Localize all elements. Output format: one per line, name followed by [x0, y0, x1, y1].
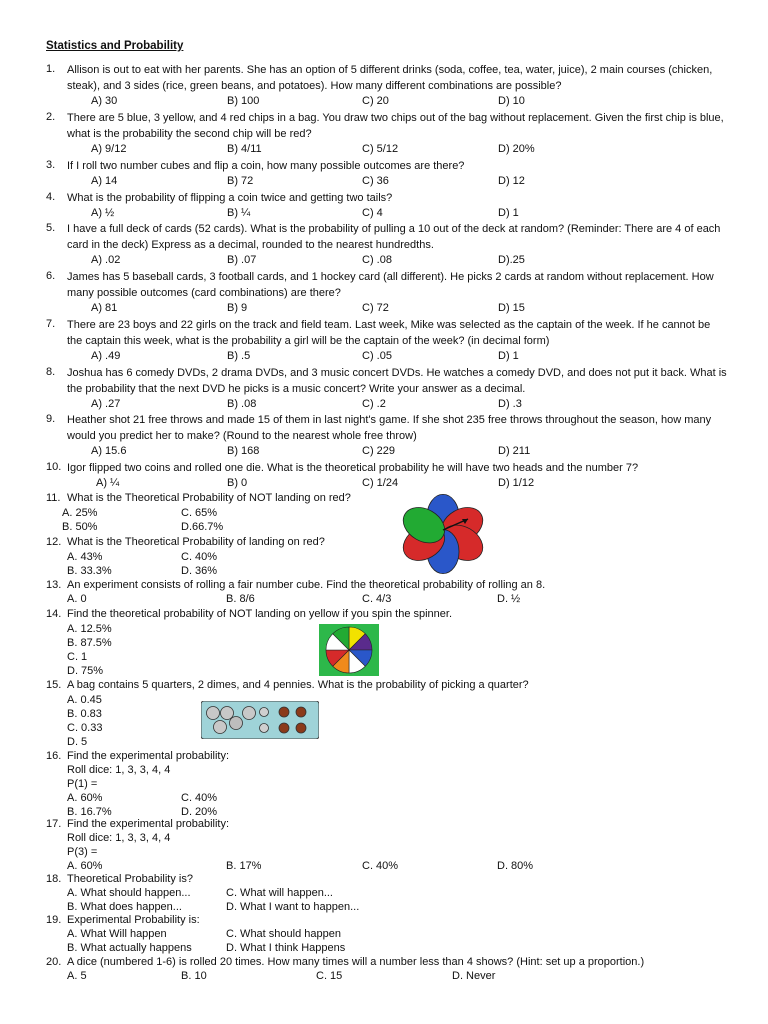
option-d: D.66.7% — [181, 521, 224, 533]
roll-values: Roll dice: 1, 3, 3, 4, 4 — [67, 764, 171, 776]
option-c: C) 5/12 — [362, 142, 399, 155]
coin — [230, 717, 243, 730]
question-text: A dice (numbered 1-6) is rolled 20 times. How many times will a number less than 4 shows? (Hint: set up a proportion.) — [67, 956, 645, 968]
probability-prompt: P(1) = — [67, 778, 98, 790]
option-a: A) ½ — [91, 207, 115, 219]
option-a: A) 15.6 — [91, 444, 127, 457]
option-b: B) .5 — [227, 349, 251, 362]
question-text: Igor flipped two coins and rolled one die. What is the theoretical probability he will have two heads and the number 7? — [67, 462, 639, 474]
option-b: B) 72 — [227, 175, 254, 187]
option-c: C) 36 — [362, 175, 389, 187]
option-b: B) 9 — [227, 301, 248, 314]
option-d: D. 75% — [67, 665, 104, 677]
question-text: There are 23 boys and 22 girls on the track and field team. Last week, Mike was selected as the captain of the week. If he cannot be the captain this week, what is the probability a girl will be the captain of the week? (in decimal form) — [67, 319, 711, 347]
option-d: D) 20% — [498, 142, 535, 155]
option-b: B. 17% — [226, 860, 262, 872]
option-c: C) 20 — [362, 94, 389, 107]
option-d: D) 1 — [498, 207, 519, 219]
option-b: B. What does happen... — [67, 901, 182, 913]
option-b: B. 10 — [181, 970, 207, 982]
question-number: 15. — [46, 679, 62, 691]
option-a: A. 0 — [67, 593, 87, 605]
option-c: C) 4 — [362, 207, 383, 219]
option-d: D. 20% — [181, 806, 218, 818]
question-text: An experiment consists of rolling a fair number cube. Find the theoretical probability of rolling an 8. — [67, 579, 546, 591]
option-a: A) 9/12 — [91, 142, 127, 155]
option-d: D. 36% — [181, 565, 218, 577]
option-b: B. 33.3% — [67, 565, 112, 577]
question-number: 4. — [46, 191, 56, 203]
question-text: What is the Theoretical Probability of NOT landing on red? — [67, 492, 351, 504]
option-b: B. 16.7% — [67, 806, 112, 818]
option-c: C. 40% — [362, 860, 399, 872]
question-number: 6. — [46, 270, 56, 282]
question-number: 11. — [46, 492, 61, 504]
probability-prompt: P(3) = — [67, 846, 98, 858]
question-number: 7. — [46, 318, 56, 330]
coin — [279, 707, 289, 717]
option-a: A. 5 — [67, 970, 87, 982]
option-d: D) 15 — [498, 301, 525, 314]
option-a: A. What Will happen — [67, 928, 167, 940]
option-b: B) .07 — [227, 253, 257, 266]
question-number: 14. — [46, 608, 62, 620]
question-number: 13. — [46, 579, 62, 591]
option-a: A) .27 — [91, 397, 121, 410]
option-b: B) 100 — [227, 94, 260, 107]
question-text: Find the theoretical probability of NOT landing on yellow if you spin the spinner. — [67, 608, 453, 620]
question-number: 20. — [46, 956, 62, 968]
coin — [279, 723, 289, 733]
option-a: A. 12.5% — [67, 623, 112, 635]
option-c: C) .2 — [362, 397, 386, 410]
option-a: A) .49 — [91, 349, 121, 362]
question-number: 10. — [46, 461, 62, 473]
option-c: C) 72 — [362, 301, 389, 314]
question-text: Theoretical Probability is? — [67, 873, 193, 885]
option-c: C. 15 — [316, 970, 343, 982]
option-a: A. 25% — [62, 507, 98, 519]
question-text: What is the Theoretical Probability of landing on red? — [67, 536, 325, 548]
wheel-spinner-image — [319, 624, 379, 676]
question-text: Allison is out to eat with her parents. She has an option of 5 different drinks (soda, coffee, tea, water, juice), 2 main courses (chicken, steak), and 3 sides (rice, green beans, and potatoes). How many different combinations are possible? — [67, 64, 713, 92]
option-d: D) 1 — [498, 349, 519, 362]
question-text: Find the experimental probability: — [67, 818, 230, 830]
option-c: C. What will happen... — [226, 887, 333, 899]
question-number: 5. — [46, 222, 56, 234]
option-c: C. 1 — [67, 651, 88, 663]
coin — [243, 707, 256, 720]
question-text: What is the probability of flipping a coin twice and getting two tails? — [67, 192, 393, 204]
option-a: A. What should happen... — [67, 887, 191, 899]
option-c: C. 0.33 — [67, 722, 103, 734]
option-a: A. 0.45 — [67, 694, 102, 706]
question-text: If I roll two number cubes and flip a coin, how many possible outcomes are there? — [67, 160, 465, 172]
question-number: 9. — [46, 413, 56, 425]
question-text: I have a full deck of cards (52 cards). What is the probability of pulling a 10 out of the deck at random? (Reminder: There are 4 of each card in the deck) Express as a decimal, rounded to the nearest hundredths. — [67, 223, 721, 251]
coins-image — [201, 701, 319, 739]
option-c: C. 40% — [181, 551, 218, 563]
question-text: James has 5 baseball cards, 3 football cards, and 1 hockey card (all different). He picks 2 cards at random without replacement. How many possible outcomes (card combinations) are there? — [67, 271, 714, 299]
option-d: D. ½ — [497, 593, 521, 605]
option-c: C. 4/3 — [362, 593, 392, 605]
option-d: D).25 — [498, 253, 525, 266]
question-number: 18. — [46, 873, 62, 885]
option-c: C) 229 — [362, 444, 396, 457]
question-number: 17. — [46, 818, 62, 830]
coin — [296, 723, 306, 733]
option-b: B. What actually happens — [67, 942, 192, 954]
coin — [214, 721, 227, 734]
option-a: A) 14 — [91, 175, 118, 187]
question-text: Experimental Probability is: — [67, 914, 200, 926]
option-b: B) ¼ — [227, 207, 251, 219]
option-d: D) 10 — [498, 94, 525, 107]
question-number: 3. — [46, 159, 56, 171]
option-b: B. 87.5% — [67, 637, 112, 649]
option-b: B. 8/6 — [226, 593, 255, 605]
option-a: A. 43% — [67, 551, 103, 563]
option-d: D. What I think Happens — [226, 942, 346, 954]
option-c: C. What should happen — [226, 928, 341, 940]
question-number: 2. — [46, 111, 56, 123]
flower-spinner-image — [396, 494, 492, 574]
option-b: B) 0 — [227, 477, 248, 489]
question-text: Heather shot 21 free throws and made 15 of them in last night's game. If she shot 235 free throws throughout the season, how many would you predict her to make? (Round to the nearest whole free throw) — [67, 414, 712, 442]
option-c: C) .05 — [362, 349, 392, 362]
question-text: Joshua has 6 comedy DVDs, 2 drama DVDs, and 3 music concert DVDs. He watches a comedy DVD, and does not put it back. What is the probability that the next DVD he picks is a music concert? Write your answer as a decimal. — [67, 367, 727, 395]
option-d: D. Never — [452, 970, 496, 982]
coin — [260, 724, 269, 733]
option-a: A. 60% — [67, 860, 103, 872]
question-number: 1. — [46, 63, 56, 75]
option-d: D) .3 — [498, 397, 522, 410]
option-a: A) .02 — [91, 253, 121, 266]
question-text: There are 5 blue, 3 yellow, and 4 red chips in a bag. You draw two chips out of the bag without replacement. Given the first chip is blue, what is the probability the second chip will be red? — [67, 112, 724, 140]
option-a: A) 30 — [91, 94, 118, 107]
option-a: A. 60% — [67, 792, 103, 804]
option-a: A) 81 — [91, 301, 118, 314]
option-d: D. 80% — [497, 860, 534, 872]
option-d: D) 211 — [498, 444, 531, 457]
question-text: Find the experimental probability: — [67, 750, 230, 762]
option-d: D. What I want to happen... — [226, 901, 360, 913]
option-c: C) 1/24 — [362, 477, 399, 489]
page-title: Statistics and Probability — [46, 40, 184, 52]
option-b: B) .08 — [227, 397, 257, 410]
question-number: 16. — [46, 750, 62, 762]
option-d: D. 5 — [67, 736, 88, 748]
option-d: D) 12 — [498, 175, 525, 187]
coin — [296, 707, 306, 717]
option-b: B) 4/11 — [227, 142, 262, 155]
question-number: 8. — [46, 366, 56, 378]
question-text: A bag contains 5 quarters, 2 dimes, and 4 pennies. What is the probability of picking a quarter? — [67, 679, 529, 691]
option-c: C. 40% — [181, 792, 218, 804]
option-a: A) ¼ — [96, 477, 120, 489]
roll-values: Roll dice: 1, 3, 3, 4, 4 — [67, 832, 171, 844]
coin — [260, 708, 269, 717]
option-b: B. 50% — [62, 521, 98, 533]
option-c: C. 65% — [181, 507, 218, 519]
option-d: D) 1/12 — [498, 477, 535, 489]
question-number: 19. — [46, 914, 62, 926]
option-b: B) 168 — [227, 444, 260, 457]
question-number: 12. — [46, 536, 62, 548]
coin — [207, 707, 220, 720]
option-b: B. 0.83 — [67, 708, 102, 720]
option-c: C) .08 — [362, 253, 392, 266]
coin — [221, 707, 234, 720]
